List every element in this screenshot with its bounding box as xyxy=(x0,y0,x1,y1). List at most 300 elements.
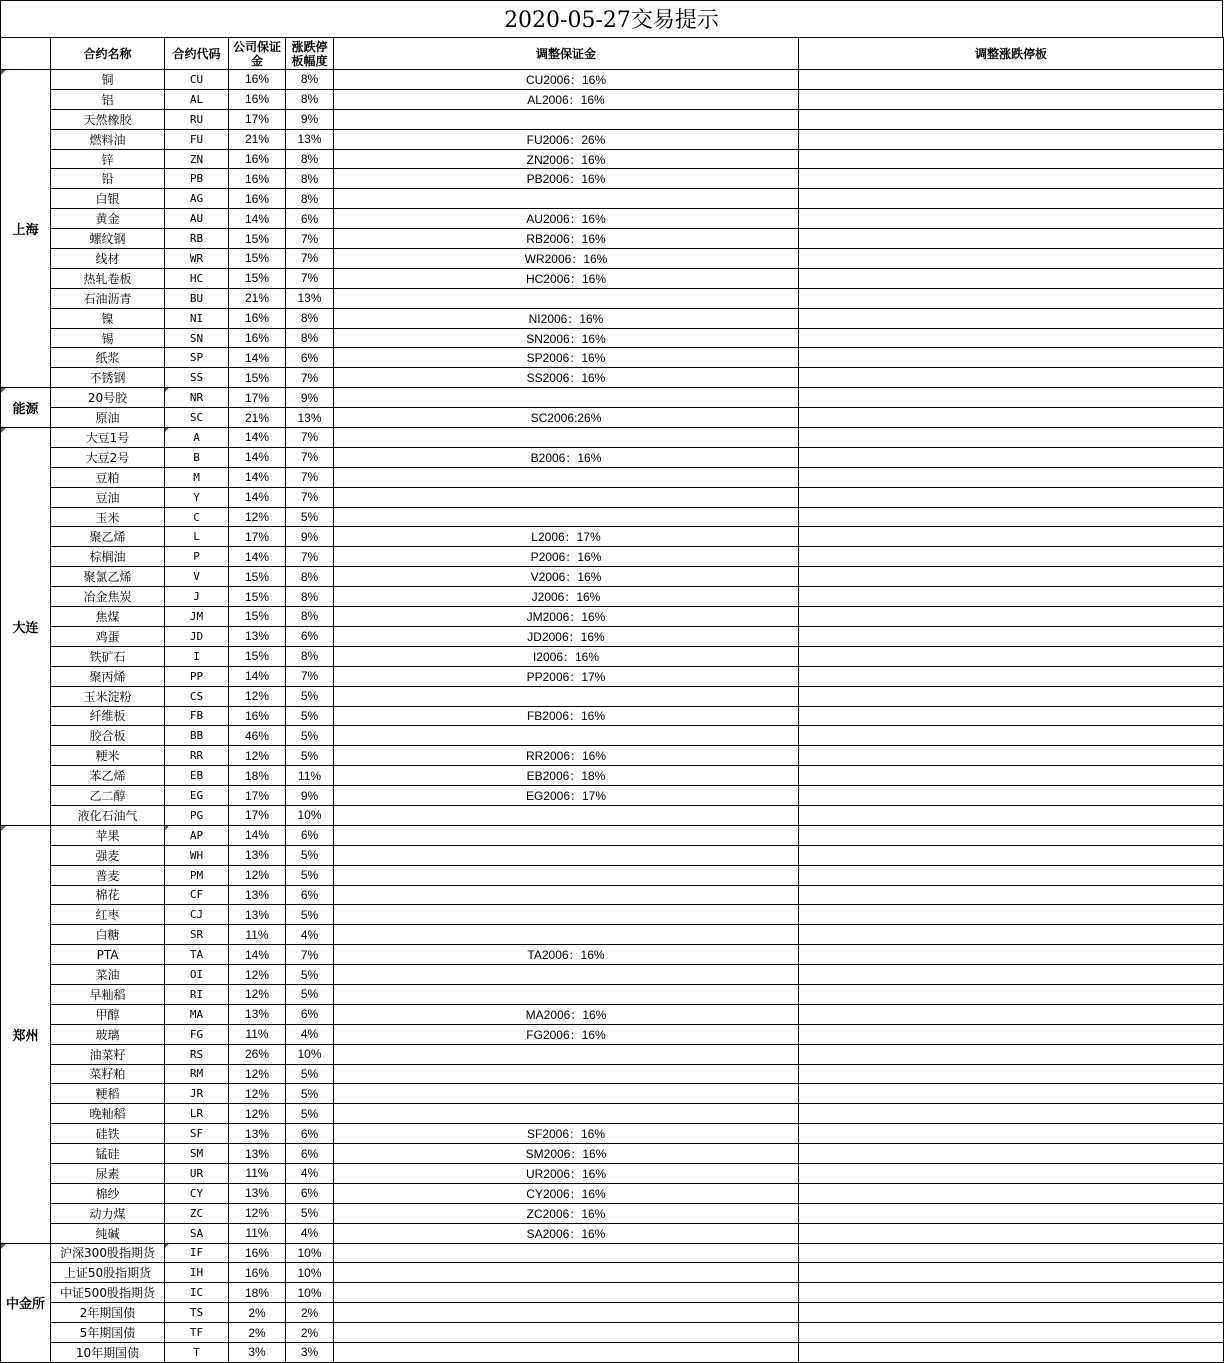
adjust-margin-cell xyxy=(334,1303,799,1323)
contract-code-cell xyxy=(165,408,229,428)
company-margin-cell xyxy=(229,1303,286,1323)
limit-range-cell xyxy=(286,368,334,388)
company-margin-cell xyxy=(229,1064,286,1084)
limit-range-cell-text: 4% xyxy=(300,927,319,942)
company-margin-cell-text: 13% xyxy=(244,1126,270,1141)
company-margin-cell-text: 16% xyxy=(244,311,270,326)
limit-range-cell xyxy=(286,885,334,905)
contract-name-cell-text: 胶合板 xyxy=(89,729,126,744)
company-margin-cell-text: 12% xyxy=(244,987,270,1002)
adjust-limit-cell xyxy=(799,706,1224,726)
contract-code-cell xyxy=(165,626,229,646)
adjust-margin-cell xyxy=(334,1243,799,1263)
limit-range-cell-text: 5% xyxy=(300,748,319,763)
contract-name-cell xyxy=(51,1263,165,1283)
table-row xyxy=(1,885,1224,905)
company-margin-cell xyxy=(229,726,286,746)
contract-code-cell-text: B xyxy=(193,450,200,464)
contract-name-cell-text: 5年期国债 xyxy=(79,1326,136,1341)
contract-name-cell-text: 粳稻 xyxy=(95,1087,120,1102)
company-margin-cell-text: 26% xyxy=(244,1047,270,1062)
table-row xyxy=(1,1124,1224,1144)
limit-range-cell xyxy=(286,527,334,547)
company-margin-cell-text: 14% xyxy=(244,430,270,445)
adjust-margin-cell xyxy=(334,607,799,627)
company-margin-cell-text: 14% xyxy=(244,549,270,564)
limit-range-cell xyxy=(286,726,334,746)
contract-name-cell-text: 沪深300股指期货 xyxy=(60,1246,155,1261)
contract-name-cell xyxy=(51,169,165,189)
company-margin-cell-text: 16% xyxy=(244,171,270,186)
contract-name-cell-text: 锰硅 xyxy=(95,1147,120,1162)
limit-range-cell-text: 10% xyxy=(297,808,322,823)
contract-name-cell xyxy=(51,1283,165,1303)
company-margin-cell-text: 21% xyxy=(244,291,270,306)
company-margin-cell xyxy=(229,965,286,985)
contract-code-cell xyxy=(165,825,229,845)
contract-code-cell-text: EG xyxy=(189,789,204,802)
contract-code-cell xyxy=(165,666,229,686)
contract-code-cell-text: CF xyxy=(189,888,204,902)
company-margin-cell-text: 12% xyxy=(244,868,270,883)
company-margin-cell xyxy=(229,1004,286,1024)
contract-code-cell xyxy=(165,467,229,487)
contract-code-cell xyxy=(165,268,229,288)
company-margin-cell-text: 16% xyxy=(244,191,270,206)
contract-code-cell xyxy=(165,149,229,169)
limit-range-cell xyxy=(286,1183,334,1203)
limit-range-cell-text: 8% xyxy=(300,331,319,346)
contract-code-cell-text: RR xyxy=(189,749,204,763)
adjust-margin-cell xyxy=(334,786,799,806)
header-row xyxy=(1,38,1224,70)
adjust-margin-cell xyxy=(334,189,799,209)
contract-code-cell xyxy=(165,1124,229,1144)
adjust-limit-cell xyxy=(799,766,1224,786)
limit-range-cell xyxy=(286,646,334,666)
adjust-margin-cell-text: CY2006：16% xyxy=(526,1186,606,1201)
contract-name-cell xyxy=(51,428,165,448)
company-margin-cell-text: 11% xyxy=(245,1166,269,1181)
adjust-margin-cell xyxy=(334,766,799,786)
limit-range-cell-text: 7% xyxy=(300,271,319,286)
contract-name-cell-text: 早籼稻 xyxy=(89,987,126,1002)
contract-code-cell xyxy=(165,766,229,786)
company-margin-cell-text: 13% xyxy=(244,629,270,644)
contract-code-cell xyxy=(165,786,229,806)
adjust-margin-cell xyxy=(334,965,799,985)
contract-code-cell-text: NI xyxy=(189,311,204,325)
company-margin-cell-text: 21% xyxy=(244,410,270,425)
adjust-margin-cell-text: I2006：16% xyxy=(532,649,600,664)
contract-code-cell-text: SP xyxy=(189,351,204,365)
contract-name-cell-text: 10年期国债 xyxy=(75,1345,140,1360)
contract-name-cell-text: 棉花 xyxy=(95,888,120,903)
company-margin-cell-text: 12% xyxy=(244,1206,270,1221)
adjust-limit-cell xyxy=(799,666,1224,686)
contract-code-cell-text: Y xyxy=(193,490,200,504)
contract-code-cell-text: EB xyxy=(189,769,204,783)
contract-name-cell-text: PTA xyxy=(96,947,119,962)
company-margin-cell-text: 13% xyxy=(244,848,270,863)
company-margin-cell-text: 17% xyxy=(244,808,270,823)
contract-name-cell xyxy=(51,368,165,388)
adjust-limit-cell xyxy=(799,467,1224,487)
table-row xyxy=(1,1283,1224,1303)
table-row xyxy=(1,288,1224,308)
table-row xyxy=(1,766,1224,786)
contract-name-cell-text: 苹果 xyxy=(95,828,120,843)
contract-code-cell-text: CY xyxy=(189,1186,204,1200)
contract-code-cell xyxy=(165,1084,229,1104)
limit-range-cell-text: 5% xyxy=(300,510,319,525)
contract-code-cell-text: JM xyxy=(189,609,204,623)
contract-code-cell-text: CJ xyxy=(189,908,204,922)
table-body xyxy=(1,70,1224,1363)
limit-range-cell xyxy=(286,447,334,467)
contract-name-cell xyxy=(51,786,165,806)
contract-code-cell-text: IH xyxy=(189,1266,204,1280)
contract-name-cell-text: 镍 xyxy=(101,311,114,326)
limit-range-cell xyxy=(286,507,334,527)
adjust-margin-cell xyxy=(334,1163,799,1183)
contract-name-cell xyxy=(51,746,165,766)
table-row xyxy=(1,925,1224,945)
contract-name-cell-text: 锡 xyxy=(101,331,114,346)
contract-code-cell-text: JR xyxy=(189,1087,204,1101)
adjust-limit-cell xyxy=(799,1323,1224,1343)
adjust-limit-cell xyxy=(799,109,1224,129)
table-row xyxy=(1,646,1224,666)
limit-range-cell-text: 4% xyxy=(300,1226,319,1241)
table-row xyxy=(1,249,1224,269)
contract-name-cell-text: 玉米 xyxy=(95,510,120,525)
limit-range-cell-text: 7% xyxy=(300,231,319,246)
contract-code-cell-text: UR xyxy=(189,1166,204,1180)
contract-name-cell xyxy=(51,507,165,527)
contract-code-cell xyxy=(165,865,229,885)
table-row xyxy=(1,527,1224,547)
limit-range-cell-text: 7% xyxy=(300,370,319,385)
company-margin-cell xyxy=(229,865,286,885)
contract-name-cell xyxy=(51,268,165,288)
contract-code-cell-text: AL xyxy=(189,92,204,106)
contract-name-cell-text: 大豆2号 xyxy=(85,450,130,465)
limit-range-cell-text: 13% xyxy=(297,291,322,306)
contract-name-cell xyxy=(51,1084,165,1104)
limit-range-cell-text: 13% xyxy=(297,132,322,147)
adjust-margin-cell xyxy=(334,348,799,368)
contract-name-cell xyxy=(51,825,165,845)
contract-code-cell-text: LR xyxy=(189,1107,204,1121)
limit-range-cell-text: 8% xyxy=(300,311,319,326)
company-margin-cell xyxy=(229,308,286,328)
limit-range-cell xyxy=(286,1044,334,1064)
limit-range-cell-text: 5% xyxy=(300,689,319,704)
company-margin-cell xyxy=(229,1323,286,1343)
contract-name-cell xyxy=(51,308,165,328)
limit-range-cell-text: 6% xyxy=(300,1146,319,1161)
company-margin-cell xyxy=(229,169,286,189)
contract-name-cell xyxy=(51,1044,165,1064)
company-margin-cell xyxy=(229,1183,286,1203)
contract-code-cell xyxy=(165,686,229,706)
table-row xyxy=(1,70,1224,90)
company-margin-cell xyxy=(229,984,286,1004)
contract-code-cell xyxy=(165,706,229,726)
contract-code-cell xyxy=(165,646,229,666)
company-margin-cell xyxy=(229,1283,286,1303)
company-margin-cell-text: 11% xyxy=(245,1226,269,1241)
contract-name-cell xyxy=(51,865,165,885)
contract-code-cell xyxy=(165,925,229,945)
company-margin-cell xyxy=(229,885,286,905)
contract-code-cell xyxy=(165,1263,229,1283)
contract-code-cell-text: NR xyxy=(189,391,204,405)
adjust-margin-cell xyxy=(334,1343,799,1363)
contract-code-cell xyxy=(165,1243,229,1263)
limit-range-cell xyxy=(286,845,334,865)
contract-code-cell xyxy=(165,984,229,1004)
table-row xyxy=(1,1084,1224,1104)
adjust-margin-cell xyxy=(334,1044,799,1064)
contract-code-cell-text: RM xyxy=(189,1067,204,1081)
contract-code-cell xyxy=(165,1283,229,1303)
contract-code-cell xyxy=(165,348,229,368)
table-row xyxy=(1,805,1224,825)
table-row xyxy=(1,666,1224,686)
header-limit-range: 涨跌停板幅度 xyxy=(286,38,334,70)
contract-name-cell-text: 上证50股指期货 xyxy=(63,1266,152,1281)
adjust-limit-cell xyxy=(799,169,1224,189)
contract-name-cell-text: 玻璃 xyxy=(95,1027,120,1042)
adjust-limit-cell xyxy=(799,308,1224,328)
contract-name-cell xyxy=(51,487,165,507)
table-row xyxy=(1,1323,1224,1343)
adjust-margin-cell xyxy=(334,388,799,408)
contract-name-cell-text: 棕榈油 xyxy=(89,550,126,565)
limit-range-cell-text: 9% xyxy=(300,390,319,405)
company-margin-cell-text: 17% xyxy=(244,112,270,127)
header-adjust-limit: 调整涨跌停板 xyxy=(799,38,1224,70)
table-row xyxy=(1,825,1224,845)
contract-name-cell xyxy=(51,209,165,229)
contract-code-cell-text: FB xyxy=(189,709,204,723)
adjust-limit-cell xyxy=(799,447,1224,467)
contract-name-cell xyxy=(51,965,165,985)
company-margin-cell xyxy=(229,487,286,507)
company-margin-cell-text: 14% xyxy=(244,470,270,485)
table-row xyxy=(1,786,1224,806)
limit-range-cell-text: 5% xyxy=(300,868,319,883)
contract-name-cell-text: 焦煤 xyxy=(95,609,120,624)
contract-code-cell xyxy=(165,527,229,547)
contract-name-cell xyxy=(51,925,165,945)
table-row xyxy=(1,607,1224,627)
contract-code-cell-text: IC xyxy=(189,1286,204,1300)
contract-code-cell xyxy=(165,885,229,905)
contract-name-cell xyxy=(51,766,165,786)
limit-range-cell xyxy=(286,1124,334,1144)
contract-name-cell xyxy=(51,726,165,746)
company-margin-cell-text: 14% xyxy=(244,947,270,962)
adjust-limit-cell xyxy=(799,229,1224,249)
limit-range-cell xyxy=(286,666,334,686)
adjust-limit-cell xyxy=(799,965,1224,985)
contract-code-cell xyxy=(165,89,229,109)
company-margin-cell-text: 2% xyxy=(248,1325,266,1340)
adjust-limit-cell xyxy=(799,268,1224,288)
limit-range-cell-text: 8% xyxy=(300,569,319,584)
table-row xyxy=(1,109,1224,129)
adjust-limit-cell xyxy=(799,70,1224,90)
limit-range-cell-text: 8% xyxy=(300,171,319,186)
table-row xyxy=(1,487,1224,507)
contract-code-cell-text: WH xyxy=(189,848,204,862)
adjust-margin-cell xyxy=(334,428,799,448)
contract-code-cell-text: IF xyxy=(189,1246,204,1260)
adjust-limit-cell xyxy=(799,1004,1224,1024)
adjust-margin-cell-text: PP2006：17% xyxy=(526,669,606,684)
contract-name-cell-text: 20号胶 xyxy=(87,391,128,406)
company-margin-cell xyxy=(229,607,286,627)
contract-code-cell xyxy=(165,746,229,766)
contract-name-cell-text: 黄金 xyxy=(95,212,120,227)
contract-name-cell xyxy=(51,109,165,129)
adjust-margin-cell-text: FU2006：26% xyxy=(526,132,606,147)
limit-range-cell xyxy=(286,1104,334,1124)
limit-range-cell xyxy=(286,746,334,766)
company-margin-cell-text: 13% xyxy=(244,907,270,922)
table-row xyxy=(1,1223,1224,1243)
exchange-label: 郑州 xyxy=(12,1028,39,1044)
table-row xyxy=(1,984,1224,1004)
adjust-margin-cell-text: HC2006：16% xyxy=(525,271,607,286)
table-row xyxy=(1,1183,1224,1203)
limit-range-cell-text: 9% xyxy=(300,112,319,127)
limit-range-cell xyxy=(286,89,334,109)
contract-code-cell-text: AG xyxy=(189,192,204,206)
table-row xyxy=(1,1263,1224,1283)
adjust-limit-cell xyxy=(799,249,1224,269)
contract-code-cell xyxy=(165,189,229,209)
adjust-limit-cell xyxy=(799,129,1224,149)
contract-name-cell xyxy=(51,408,165,428)
contract-name-cell-text: 菜油 xyxy=(95,968,120,983)
contract-code-cell xyxy=(165,487,229,507)
contract-code-cell xyxy=(165,1343,229,1363)
contract-code-cell-text: L xyxy=(193,530,200,544)
company-margin-cell xyxy=(229,686,286,706)
exchange-label: 能源 xyxy=(12,402,39,418)
cell-marker-icon xyxy=(165,388,169,392)
adjust-margin-cell-text: MA2006：16% xyxy=(525,1007,607,1022)
company-margin-cell xyxy=(229,626,286,646)
table-row xyxy=(1,408,1224,428)
contract-name-cell-text: 纯碱 xyxy=(95,1226,120,1241)
company-margin-cell xyxy=(229,567,286,587)
limit-range-cell xyxy=(286,547,334,567)
company-margin-cell xyxy=(229,70,286,90)
contract-code-cell xyxy=(165,1044,229,1064)
contract-name-cell xyxy=(51,388,165,408)
adjust-margin-cell-text: WR2006：16% xyxy=(524,251,608,266)
contract-name-cell-text: 2年期国债 xyxy=(79,1306,136,1321)
contract-code-cell xyxy=(165,109,229,129)
table-row xyxy=(1,587,1224,607)
company-margin-cell xyxy=(229,1104,286,1124)
adjust-limit-cell xyxy=(799,567,1224,587)
contract-name-cell-text: 尿素 xyxy=(95,1166,120,1181)
limit-range-cell xyxy=(286,408,334,428)
adjust-margin-cell xyxy=(334,308,799,328)
adjust-limit-cell xyxy=(799,865,1224,885)
contract-name-cell-text: 普麦 xyxy=(95,868,120,883)
contract-code-cell xyxy=(165,1024,229,1044)
contract-code-cell-text: TF xyxy=(189,1326,204,1340)
adjust-margin-cell xyxy=(334,567,799,587)
company-margin-cell xyxy=(229,368,286,388)
contract-name-cell-text: 螺纹钢 xyxy=(89,232,126,247)
company-margin-cell xyxy=(229,288,286,308)
contract-code-cell xyxy=(165,70,229,90)
limit-range-cell xyxy=(286,945,334,965)
company-margin-cell-text: 12% xyxy=(244,1106,270,1121)
limit-range-cell-text: 6% xyxy=(300,1186,319,1201)
limit-range-cell xyxy=(286,1303,334,1323)
company-margin-cell xyxy=(229,1223,286,1243)
adjust-limit-cell xyxy=(799,885,1224,905)
contract-name-cell xyxy=(51,467,165,487)
limit-range-cell xyxy=(286,428,334,448)
adjust-margin-cell xyxy=(334,368,799,388)
adjust-margin-cell-text: B2006：16% xyxy=(530,450,602,465)
contract-name-cell-text: 中证500股指期货 xyxy=(60,1286,155,1301)
limit-range-cell-text: 4% xyxy=(300,1027,319,1042)
contract-name-cell xyxy=(51,1124,165,1144)
table-row xyxy=(1,1243,1224,1263)
contract-code-cell-text: FU xyxy=(189,132,204,146)
adjust-margin-cell-text: RB2006：16% xyxy=(526,232,606,247)
adjust-margin-cell xyxy=(334,527,799,547)
adjust-margin-cell xyxy=(334,666,799,686)
contract-name-cell-text: 铜 xyxy=(101,72,114,87)
table-row xyxy=(1,467,1224,487)
limit-range-cell-text: 7% xyxy=(300,450,319,465)
contract-code-cell xyxy=(165,547,229,567)
table-row xyxy=(1,388,1224,408)
contract-code-cell xyxy=(165,1223,229,1243)
adjust-margin-cell-text: ZN2006：16% xyxy=(526,152,606,167)
adjust-margin-cell xyxy=(334,229,799,249)
company-margin-cell-text: 46% xyxy=(244,728,270,743)
adjust-limit-cell xyxy=(799,805,1224,825)
contract-code-cell-text: BU xyxy=(189,291,204,305)
contract-name-cell xyxy=(51,1203,165,1223)
exchange-cell xyxy=(1,1243,51,1362)
limit-range-cell-text: 8% xyxy=(300,152,319,166)
contract-code-cell-text: SN xyxy=(189,331,204,345)
contract-code-cell-text: PM xyxy=(189,868,204,882)
header-company-margin: 公司保证金 xyxy=(229,38,286,70)
exchange-cell xyxy=(1,428,51,826)
table-row xyxy=(1,845,1224,865)
contract-code-cell xyxy=(165,288,229,308)
contract-code-cell-text: JD xyxy=(189,629,204,643)
company-margin-cell-text: 11% xyxy=(245,927,269,942)
contract-name-cell xyxy=(51,587,165,607)
adjust-margin-cell xyxy=(334,706,799,726)
